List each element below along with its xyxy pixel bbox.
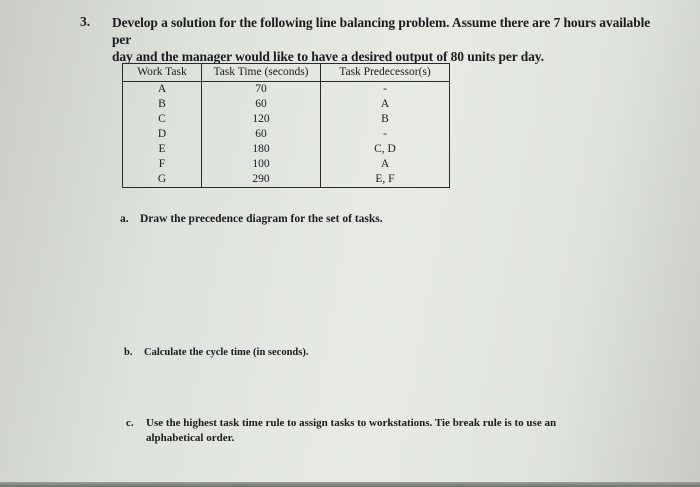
header-task-predecessors: Task Predecessor(s)	[321, 64, 450, 82]
part-b-text: Calculate the cycle time (in seconds).	[144, 347, 309, 358]
cell-time: 70	[202, 82, 321, 98]
part-b	[124, 345, 308, 360]
cell-time: 60	[202, 127, 321, 142]
cell-predecessor: -	[321, 82, 450, 98]
cell-task: D	[123, 127, 202, 142]
cell-task: F	[123, 157, 202, 172]
question-number: 3.	[80, 14, 91, 29]
cell-predecessor: A	[321, 97, 450, 112]
cell-time: 100	[202, 157, 321, 172]
cell-predecessor: -	[321, 127, 450, 142]
table-row	[123, 142, 450, 157]
cell-predecessor: A	[321, 157, 450, 172]
table-row	[123, 112, 450, 127]
cell-task: A	[123, 82, 202, 98]
part-b-letter: b.	[124, 347, 133, 358]
cell-predecessor: E, F	[321, 172, 450, 188]
table-header-row	[123, 64, 450, 82]
cell-task: G	[123, 172, 202, 188]
page-bottom-edge	[0, 482, 700, 487]
table-row	[123, 172, 450, 188]
cell-time: 180	[202, 142, 321, 157]
cell-task: C	[123, 112, 202, 127]
part-c-letter: c.	[126, 417, 134, 429]
table-row	[123, 97, 450, 112]
cell-time: 120	[202, 112, 321, 127]
cell-task: B	[123, 97, 202, 112]
table-row	[123, 157, 450, 172]
cell-time: 290	[202, 172, 321, 188]
cell-predecessor: B	[321, 112, 450, 127]
part-c	[126, 416, 596, 446]
question-line-1: Develop a solution for the following line balancing problem. Assume there are 7 hours available per	[112, 15, 651, 47]
table-row	[123, 127, 450, 142]
header-work-task: Work Task	[123, 64, 202, 82]
part-a	[120, 212, 383, 227]
header-task-time: Task Time (seconds)	[202, 64, 321, 82]
cell-time: 60	[202, 97, 321, 112]
cell-predecessor: C, D	[321, 142, 450, 157]
part-a-letter: a.	[120, 213, 129, 225]
part-a-text: Draw the precedence diagram for the set of tasks.	[140, 213, 383, 225]
question-text	[112, 14, 652, 65]
table-row	[123, 82, 450, 98]
part-c-line-1: Use the highest task time rule to assign tasks to workstations. Tie break rule is to use an	[146, 417, 557, 429]
question-line-2: day and the manager would like to have a desired output of 80 units per day.	[112, 49, 544, 64]
cell-task: E	[123, 142, 202, 157]
task-table	[122, 63, 450, 188]
part-c-line-2: alphabetical order.	[146, 432, 235, 444]
